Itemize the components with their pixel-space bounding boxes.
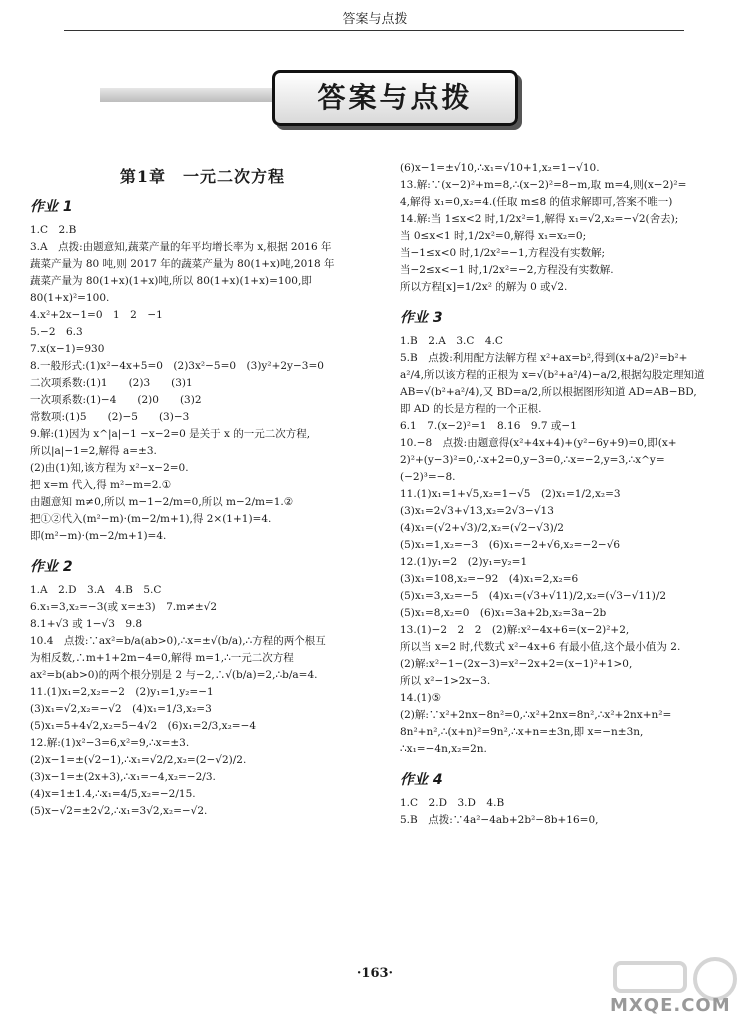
answer-line: 8n²+n²,∴(x+n)²=9n²,∴x+n=±3n,即 x=−n±3n,: [400, 726, 644, 738]
left-column-body: [30, 199, 375, 820]
answer-line: 即(m²−m)·(m−2/m+1)=4.: [30, 530, 167, 542]
answer-line: 即 AD 的长是方程的一个正根.: [400, 403, 542, 415]
answer-line: (5)x₁=8,x₂=0 (6)x₁=3a+2b,x₂=3a−2b: [400, 607, 607, 619]
answer-line: (5)x−√2=±2√2,∴x₁=3√2,x₂=−√2.: [30, 805, 208, 817]
answer-line: 5.−2 6.3: [30, 326, 83, 338]
answer-line: 所以当 x=2 时,代数式 x²−4x+6 有最小值,这个最小值为 2.: [400, 641, 681, 653]
answer-line: (5)x₁=3,x₂=−5 (4)x₁=(√3+√11)/2,x₂=(√3−√11)/2: [400, 590, 667, 602]
answer-line: (5)x₁=1,x₂=−3 (6)x₁=−2+√6,x₂=−2−√6: [400, 539, 621, 551]
answer-line: 10.4 点拨:∵ax²=b/a(ab>0),∴x=±√(b/a),∴方程的两个根互: [30, 635, 326, 647]
answer-line: AB=√(b²+a²/4),又 BD=a/2,所以根据图形知道 AD=AB−BD,: [400, 386, 697, 398]
answer-line: 2)²+(y−3)²=0,∴x+2=0,y−3=0,∴x=−2,y=3,∴x^y=: [400, 454, 665, 466]
answer-line: 二次项系数:(1)1 (2)3 (3)1: [30, 377, 193, 389]
answer-line: 14.解:当 1≤x<2 时,1/2x²=1,解得 x₁=√2,x₂=−√2(舍去);: [400, 213, 679, 225]
answer-line: 11.(1)x₁=2,x₂=−2 (2)y₁=1,y₂=−1: [30, 686, 214, 698]
answer-line: 所以|a|−1=2,解得 a=±3.: [30, 445, 157, 457]
answer-line: 13.解:∵(x−2)²+m=8,∴(x−2)²=8−m,取 m=4,则(x−2)²=: [400, 179, 687, 191]
left-column: [30, 160, 375, 820]
answer-line: 把①②代入(m²−m)·(m−2/m+1),得 2×(1+1)=4.: [30, 513, 272, 525]
answer-line: 常数项:(1)5 (2)−5 (3)−3: [30, 411, 190, 423]
answer-line: 1.A 2.D 3.A 4.B 5.C: [30, 584, 162, 596]
answer-line: 把 x=m 代入,得 m²−m=2.①: [30, 479, 172, 491]
answer-line: 一次项系数:(1)−4 (2)0 (3)2: [30, 394, 202, 406]
answer-line: 11.(1)x₁=1+√5,x₂=1−√5 (2)x₁=1/2,x₂=3: [400, 488, 621, 500]
answer-line: 蔬菜产量为 80(1+x)(1+x)吨,所以 80(1+x)(1+x)=100,即: [30, 275, 312, 287]
answer-line: 由题意知 m≠0,所以 m−1−2/m=0,所以 m−2/m=1.②: [30, 496, 294, 508]
homework-heading: 作业 3: [400, 310, 443, 326]
answer-line: 所以方程[x]=1/2x² 的解为 0 或√2.: [400, 281, 568, 293]
answer-line: 1.B 2.A 3.C 4.C: [400, 335, 503, 347]
answer-line: 8.1+√3 或 1−√3 9.8: [30, 618, 143, 630]
answer-line: 4,解得 x₁=0,x₂=4.(任取 m≤8 的值求解即可,答案不唯一): [400, 196, 673, 208]
answer-line: (2)由(1)知,该方程为 x²−x−2=0.: [30, 462, 189, 474]
answer-line: 12.解:(1)x²−3=6,x²=9,∴x=±3.: [30, 737, 190, 749]
answer-line: (4)x₁=(√2+√3)/2,x₂=(√2−√3)/2: [400, 522, 564, 534]
answer-line: 5.B 点拨:利用配方法解方程 x²+ax=b²,得到(x+a/2)²=b²+: [400, 352, 688, 364]
homework-heading: 作业 1: [30, 199, 73, 215]
answer-line: (2)解:x²−1−(2x−3)=x²−2x+2=(x−1)²+1>0,: [400, 658, 633, 670]
answer-line: (3)x₁=√2,x₂=−√2 (4)x₁=1/3,x₂=3: [30, 703, 212, 715]
answer-line: 9.解:(1)因为 x^|a|−1 −x−2=0 是关于 x 的一元二次方程,: [30, 428, 311, 440]
answer-line: (4)x=1±1.4,∴x₁=4/5,x₂=−2/15.: [30, 788, 196, 800]
answer-line: ∴x₁=−4n,x₂=2n.: [400, 743, 487, 755]
title-banner: [272, 70, 518, 126]
answer-line: 1.C 2.B: [30, 224, 77, 236]
watermark-text: MXQE.COM: [610, 995, 731, 1016]
answer-line: 6.x₁=3,x₂=−3(或 x=±3) 7.m≠±√2: [30, 601, 218, 613]
answer-line: ax²=b(ab>0)的两个根分别是 2 与−2,∴√(b/a)=2,∴b/a=4.: [30, 669, 318, 681]
answer-line: (3)x−1=±(2x+3),∴x₁=−4,x₂=−2/3.: [30, 771, 216, 783]
answer-line: (3)x₁=108,x₂=−92 (4)x₁=2,x₂=6: [400, 573, 579, 585]
answer-line: 14.(1)⑤: [400, 692, 441, 704]
right-column-body: [400, 160, 740, 829]
answer-line: (2)解:∵x²+2nx−8n²=0,∴x²+2nx=8n²,∴x²+2nx+n²=: [400, 709, 672, 721]
answer-line: (2)x−1=±(√2−1),∴x₁=√2/2,x₂=(2−√2)/2.: [30, 754, 247, 766]
answer-line: 7.x(x−1)=930: [30, 343, 105, 355]
answer-line: (3)x₁=2√3+√13,x₂=2√3−√13: [400, 505, 554, 517]
answer-line: 6.1 7.(x−2)²=1 8.16 9.7 或−1: [400, 420, 577, 432]
answer-line: 蔬菜产量为 80 吨,则 2017 年的蔬菜产量为 80(1+x)吨,2018 年: [30, 258, 335, 270]
answer-line: 12.(1)y₁=2 (2)y₁=y₂=1: [400, 556, 528, 568]
page-number: ·163·: [356, 966, 394, 981]
answer-line: 所以 x²−1>2x−3.: [400, 675, 491, 687]
answer-line: 3.A 点拨:由题意知,蔬菜产量的年平均增长率为 x,根据 2016 年: [30, 241, 332, 253]
answer-line: 当 0≤x<1 时,1/2x²=0,解得 x₁=x₂=0;: [400, 230, 587, 242]
answer-line: 1.C 2.D 3.D 4.B: [400, 797, 505, 809]
answer-line: 80(1+x)²=100.: [30, 292, 110, 304]
answer-line: (−2)³=−8.: [400, 471, 456, 483]
answer-line: 5.B 点拨:∵4a²−4ab+2b²−8b+16=0,: [400, 814, 599, 826]
banner-title: 答案与点拨: [317, 81, 473, 114]
answer-line: 当−2≤x<−1 时,1/2x²=−2,方程没有实数解.: [400, 264, 614, 276]
answer-line: 当−1≤x<0 时,1/2x²=−1,方程没有实数解;: [400, 247, 606, 259]
answer-line: (6)x−1=±√10,∴x₁=√10+1,x₂=1−√10.: [400, 162, 600, 174]
right-column: [400, 160, 740, 829]
homework-heading: 作业 4: [400, 772, 443, 788]
header-rule: [64, 30, 684, 31]
answer-line: 8.一般形式:(1)x²−4x+5=0 (2)3x²−5=0 (3)y²+2y−3=0: [30, 360, 324, 372]
answer-line: 4.x²+2x−1=0 1 2 −1: [30, 309, 163, 321]
chapter-title: 第1章 一元二次方程: [119, 167, 286, 186]
answer-line: (5)x₁=5+4√2,x₂=5−4√2 (6)x₁=2/3,x₂=−4: [30, 720, 257, 732]
answer-line: 10.−8 点拨:由题意得(x²+4x+4)+(y²−6y+9)=0,即(x+: [400, 437, 677, 449]
answer-line: 13.(1)−2 2 2 (2)解:x²−4x+6=(x−2)²+2,: [400, 624, 630, 636]
answer-line: 为相反数,∴m+1+2m−4=0,解得 m=1,∴一元二次方程: [30, 652, 294, 664]
answer-line: a²/4,所以该方程的正根为 x=√(b²+a²/4)−a/2,根据勾股定理知道: [400, 369, 705, 381]
running-header: 答案与点拨: [342, 12, 408, 27]
homework-heading: 作业 2: [30, 559, 73, 575]
